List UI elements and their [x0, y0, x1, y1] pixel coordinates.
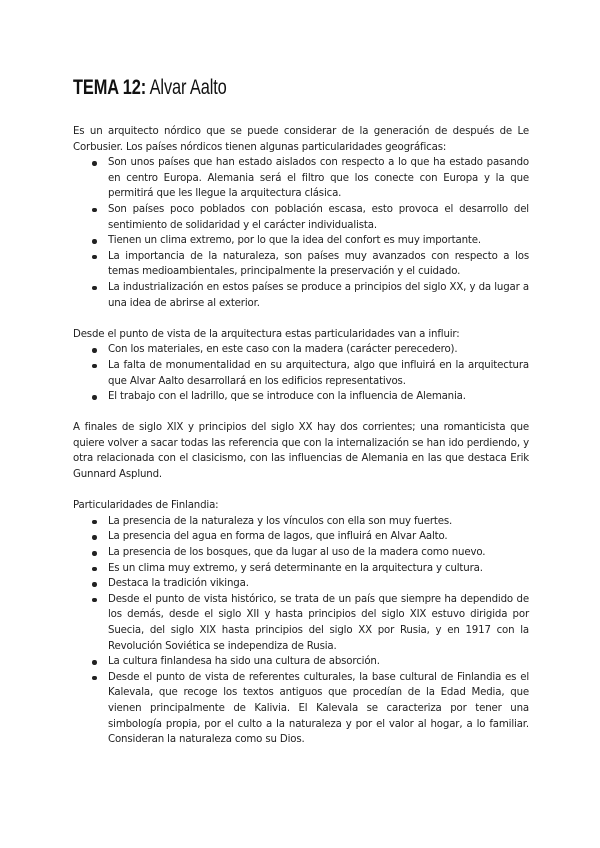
list-item: La cultura finlandesa ha sido una cultura de absorción.: [108, 654, 529, 670]
list-item: La importancia de la naturaleza, son países muy avanzados con respecto a los temas medioambientales, principalmente la preservación y el cuidado.: [108, 249, 529, 280]
list-item: La presencia de la naturaleza y los vínculos con ella son muy fuertes.: [108, 514, 529, 530]
architecture-bullet-list: [73, 342, 529, 404]
intro-paragraph: Es un arquitecto nórdico que se puede considerar de la generación de después de Le Corbusier. Los países nórdicos tienen algunas particularidades geográficas:: [73, 126, 529, 153]
finland-heading: Particularidades de Finlandia:: [73, 500, 219, 512]
title-subject: Alvar Aalto: [149, 76, 227, 99]
list-item: La presencia de los bosques, que da lugar al uso de la madera como nuevo.: [108, 545, 529, 561]
list-item: Desde el punto de vista histórico, se trata de un país que siempre ha dependido de los demás, desde el siglo XII y hasta principios del siglo XIX estuvo dirigida por Suecia, del siglo XIX hasta principios del siglo XX por Rusia, y en 1917 con la Revolución Soviética se independiza de Rusia.: [108, 592, 529, 654]
list-item: Son unos países que han estado aislados con respecto a lo que ha estado pasando en centro Europa. Alemania será el filtro que los conecte con Europa y la que permitirá que les llegue la arquitectura clásica.: [108, 155, 529, 202]
list-item: La presencia del agua en forma de lagos, que influirá en Alvar Aalto.: [108, 529, 529, 545]
list-item: La industrialización en estos países se produce a principios del siglo XX, y da lugar a una idea de abrirse al exterior.: [108, 280, 529, 311]
currents-paragraph: A finales de siglo XIX y principios del siglo XX hay dos corrientes; una romanticista que quiere volver a sacar todas las referencia que con la internalización se han ido perdiendo, y otra relacionada con el clasicismo, con las influencias de Alemania en las que destaca Erik Gunnard Asplund.: [73, 422, 529, 481]
list-item: Es un clima muy extremo, y será determinante en la arquitectura y cultura.: [108, 561, 529, 577]
document-page: [73, 74, 529, 763]
page-title: [73, 74, 429, 102]
list-item: Destaca la tradición vikinga.: [108, 576, 529, 592]
list-item: El trabajo con el ladrillo, que se introduce con la influencia de Alemania.: [108, 389, 529, 405]
list-item: La falta de monumentalidad en su arquitectura, algo que influirá en la arquitectura que Alvar Aalto desarrollará en los edificios representativos.: [108, 358, 529, 389]
list-item: Con los materiales, en este caso con la madera (carácter perecedero).: [108, 342, 529, 358]
title-topic-number: TEMA 12:: [73, 76, 147, 99]
list-item: Desde el punto de vista de referentes culturales, la base cultural de Finlandia es el Kalevala, que recoge los textos antiguos que procedían de la Edad Media, que vienen principalmente de Kalivia. El Kalevala se caracteriza por tener una simbología propia, por el culto a la naturaleza y por el valor al hogar, a lo familiar. Consideran la naturaleza como su Dios.: [108, 670, 529, 748]
architecture-paragraph: Desde el punto de vista de la arquitectura estas particularidades van a influir:: [73, 328, 460, 340]
list-item: Son países poco poblados con población escasa, esto provoca el desarrollo del sentimiento de solidaridad y el carácter individualista.: [108, 202, 529, 233]
list-item: Tienen un clima extremo, por lo que la idea del confort es muy importante.: [108, 233, 529, 249]
intro-bullet-list: [73, 155, 529, 311]
finland-bullet-list: [73, 514, 529, 748]
